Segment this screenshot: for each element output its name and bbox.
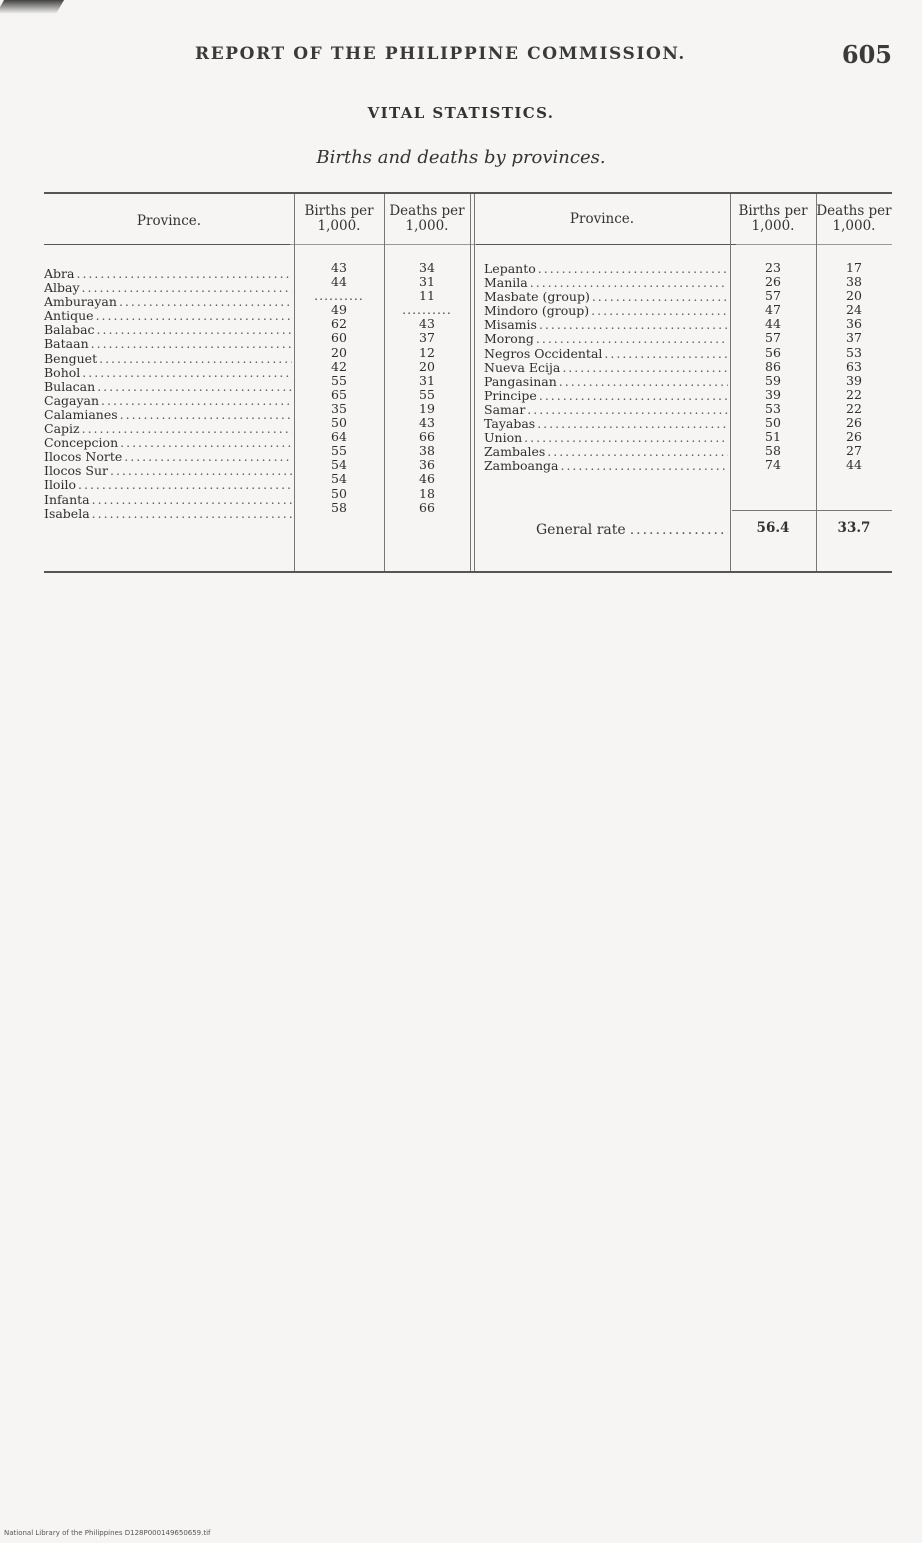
province-name: Morong xyxy=(484,332,534,347)
deaths-value: 46 xyxy=(419,472,435,487)
deaths-value: 11 xyxy=(419,289,435,304)
dot-leader xyxy=(92,493,292,507)
births-value: 54 xyxy=(331,472,347,487)
dot-leader xyxy=(559,375,728,389)
province-name: Ilocos Norte xyxy=(44,450,123,465)
dot-leader xyxy=(119,295,292,309)
births-value: 57 xyxy=(765,289,781,304)
dot-leader xyxy=(78,478,292,492)
deaths-value: 27 xyxy=(846,444,862,459)
dot-leader xyxy=(536,332,728,346)
province-row xyxy=(44,352,292,366)
deaths-value: 53 xyxy=(846,345,862,360)
deaths-value: 19 xyxy=(419,401,435,416)
deaths-value: 20 xyxy=(846,289,862,304)
province-row xyxy=(44,366,292,380)
col-divider-3a xyxy=(470,194,471,571)
deaths-value: 63 xyxy=(846,359,862,374)
left-births-column xyxy=(294,261,384,515)
province-name: Manila xyxy=(484,276,528,291)
province-row xyxy=(44,408,292,422)
dot-leader xyxy=(120,436,292,450)
province-name: Infanta xyxy=(44,492,90,507)
province-name: Capiz xyxy=(44,422,80,437)
general-rate-leader xyxy=(630,522,728,538)
province-name: Amburayan xyxy=(44,295,117,310)
deaths-value: 36 xyxy=(419,458,435,473)
province-name: Albay xyxy=(44,281,80,296)
dot-leader xyxy=(538,262,728,276)
section-title: VITAL STATISTICS. xyxy=(367,104,555,122)
header-province-left: Province. xyxy=(136,213,202,229)
deaths-value: 38 xyxy=(419,444,435,459)
table-caption: Births and deaths by provinces. xyxy=(316,147,606,168)
dot-leader xyxy=(524,431,728,445)
general-rate-deaths: 33.7 xyxy=(837,520,871,536)
dot-leader xyxy=(82,422,292,436)
province-row xyxy=(484,375,728,389)
province-row xyxy=(44,380,292,394)
births-value: 56 xyxy=(765,345,781,360)
general-rate-row xyxy=(536,522,728,538)
dot-leader xyxy=(76,267,292,281)
province-name: Balabac xyxy=(44,323,95,338)
province-row xyxy=(44,281,292,295)
header-deaths-right: Deaths per 1,000. xyxy=(816,203,892,234)
left-deaths-column xyxy=(384,261,470,515)
province-name: Zamboanga xyxy=(484,459,559,474)
births-value: 42 xyxy=(331,359,347,374)
births-value: 62 xyxy=(331,317,347,332)
births-value: 55 xyxy=(331,373,347,388)
province-row xyxy=(44,436,292,450)
births-value: 74 xyxy=(765,458,781,473)
deaths-value: 24 xyxy=(846,303,862,318)
births-value: 20 xyxy=(331,345,347,360)
dot-leader xyxy=(91,337,292,351)
general-rate-rule xyxy=(732,510,892,511)
province-row xyxy=(484,276,728,290)
header-rule-left-nums xyxy=(290,244,476,245)
province-row xyxy=(44,422,292,436)
deaths-value: 37 xyxy=(846,331,862,346)
province-row xyxy=(44,337,292,351)
table-bottom-rule xyxy=(44,571,892,573)
births-value: 23 xyxy=(765,261,781,275)
vital-statistics-table xyxy=(44,192,892,578)
deaths-value: 22 xyxy=(846,387,862,402)
province-name: Union xyxy=(484,431,523,446)
deaths-value: 12 xyxy=(419,345,435,360)
dot-leader xyxy=(97,323,292,337)
dot-leader xyxy=(96,309,292,323)
dot-leader xyxy=(562,361,728,375)
deaths-value: 38 xyxy=(846,275,862,290)
deaths-value: 55 xyxy=(419,387,435,402)
births-value: 58 xyxy=(331,500,347,515)
deaths-value: 43 xyxy=(419,416,435,431)
province-name: Masbate (group) xyxy=(484,290,590,305)
right-province-column xyxy=(484,262,728,473)
province-row xyxy=(44,464,292,478)
births-value: 58 xyxy=(765,444,781,459)
province-row xyxy=(484,318,728,332)
province-row xyxy=(484,389,728,403)
births-value: 55 xyxy=(331,444,347,459)
deaths-value: 20 xyxy=(419,359,435,374)
births-value: 51 xyxy=(765,430,781,445)
province-name: Antique xyxy=(44,309,94,324)
dot-leader xyxy=(92,507,292,521)
dot-leader xyxy=(120,408,292,422)
province-row xyxy=(484,445,728,459)
dot-leader xyxy=(124,450,292,464)
province-row xyxy=(484,304,728,318)
province-name: Samar xyxy=(484,402,526,417)
dot-leader xyxy=(560,459,728,473)
table-top-rule xyxy=(44,192,892,194)
dot-leader xyxy=(604,347,728,361)
header-rule-right xyxy=(476,244,736,245)
births-value: 35 xyxy=(331,401,347,416)
deaths-value: 66 xyxy=(419,500,435,515)
births-value: 50 xyxy=(331,416,347,431)
province-name: Bulacan xyxy=(44,379,96,394)
province-row xyxy=(44,267,292,281)
births-value: 44 xyxy=(331,275,347,290)
province-name: Concepcion xyxy=(44,436,119,451)
deaths-value: 26 xyxy=(846,430,862,445)
province-name: Calamianes xyxy=(44,407,118,422)
births-value: 39 xyxy=(765,387,781,402)
births-value: 64 xyxy=(331,430,347,445)
dot-leader xyxy=(97,380,292,394)
dot-leader xyxy=(82,281,292,295)
deaths-value: 31 xyxy=(419,373,435,388)
province-row xyxy=(44,478,292,492)
births-value: 47 xyxy=(765,303,781,318)
province-row xyxy=(484,403,728,417)
province-row xyxy=(44,394,292,408)
births-value: .......... xyxy=(314,289,364,304)
running-head: REPORT OF THE PHILIPPINE COMMISSION. xyxy=(195,44,686,64)
deaths-value: 43 xyxy=(419,317,435,332)
right-deaths-column xyxy=(816,261,892,472)
header-rule-right-nums xyxy=(736,244,892,245)
births-value: 86 xyxy=(765,359,781,374)
deaths-value: 36 xyxy=(846,317,862,332)
dot-leader xyxy=(101,394,292,408)
province-row xyxy=(484,459,728,473)
province-name: Benguet xyxy=(44,351,98,366)
province-name: Pangasinan xyxy=(484,374,557,389)
province-name: Lepanto xyxy=(484,262,536,276)
births-value: 59 xyxy=(765,373,781,388)
deaths-value: 34 xyxy=(419,261,435,275)
header-births-left: Births per 1,000. xyxy=(304,203,374,234)
dot-leader xyxy=(539,389,728,403)
province-row xyxy=(44,309,292,323)
province-name: Bohol xyxy=(44,365,81,380)
scan-edge-shadow xyxy=(0,0,64,14)
province-row xyxy=(44,507,292,521)
province-row xyxy=(44,450,292,464)
births-value: 26 xyxy=(765,275,781,290)
province-row xyxy=(484,290,728,304)
deaths-value: 22 xyxy=(846,401,862,416)
deaths-value: 17 xyxy=(846,261,862,275)
province-row xyxy=(484,431,728,445)
deaths-value: 26 xyxy=(846,416,862,431)
header-births-right: Births per 1,000. xyxy=(738,203,808,234)
header-deaths-left: Deaths per 1,000. xyxy=(389,203,465,234)
deaths-value: 37 xyxy=(419,331,435,346)
province-name: Ilocos Sur xyxy=(44,464,108,479)
col-divider-3b xyxy=(474,194,475,571)
province-name: Iloilo xyxy=(44,478,76,493)
dot-leader xyxy=(99,352,292,366)
province-name: Negros Occidental xyxy=(484,346,603,361)
births-value: 49 xyxy=(331,303,347,318)
dot-leader xyxy=(110,464,292,478)
dot-leader xyxy=(82,366,292,380)
province-name: Zambales xyxy=(484,445,546,460)
births-value: 54 xyxy=(331,458,347,473)
header-rule-left xyxy=(44,244,290,245)
deaths-value: 18 xyxy=(419,486,435,501)
province-name: Mindoro (group) xyxy=(484,304,590,319)
deaths-value: 31 xyxy=(419,275,435,290)
general-rate-label: General rate xyxy=(536,522,626,538)
province-row xyxy=(484,262,728,276)
province-name: Cagayan xyxy=(44,393,100,408)
province-row xyxy=(484,332,728,346)
births-value: 50 xyxy=(331,486,347,501)
deaths-value: 39 xyxy=(846,373,862,388)
province-row xyxy=(44,493,292,507)
header-province-right: Province. xyxy=(569,211,635,227)
general-rate-births: 56.4 xyxy=(756,520,790,536)
births-value: 57 xyxy=(765,331,781,346)
province-row xyxy=(44,295,292,309)
province-name: Bataan xyxy=(44,337,89,352)
deaths-value: .......... xyxy=(402,303,452,318)
births-value: 65 xyxy=(331,387,347,402)
province-name: Principe xyxy=(484,388,537,403)
province-row xyxy=(44,323,292,337)
province-row xyxy=(484,417,728,431)
births-value: 43 xyxy=(331,261,347,275)
deaths-value: 44 xyxy=(846,458,862,473)
left-province-column xyxy=(44,267,292,521)
dot-leader xyxy=(591,304,728,318)
province-row xyxy=(484,361,728,375)
page-number: 605 xyxy=(841,40,892,69)
right-births-column xyxy=(730,261,816,472)
births-value: 44 xyxy=(765,317,781,332)
dot-leader xyxy=(547,445,728,459)
births-value: 60 xyxy=(331,331,347,346)
births-value: 50 xyxy=(765,416,781,431)
province-name: Misamis xyxy=(484,318,537,333)
province-name: Isabela xyxy=(44,506,90,521)
scan-footer: National Library of the Philippines D128P000149650659.tif xyxy=(4,1529,211,1537)
dot-leader xyxy=(592,290,728,304)
province-name: Abra xyxy=(44,267,75,281)
dot-leader xyxy=(537,417,728,431)
dot-leader xyxy=(530,276,728,290)
births-value: 53 xyxy=(765,401,781,416)
dot-leader xyxy=(539,318,728,332)
province-row xyxy=(484,347,728,361)
province-name: Nueva Ecija xyxy=(484,360,561,375)
dot-leader xyxy=(527,403,728,417)
deaths-value: 66 xyxy=(419,430,435,445)
province-name: Tayabas xyxy=(484,417,536,432)
